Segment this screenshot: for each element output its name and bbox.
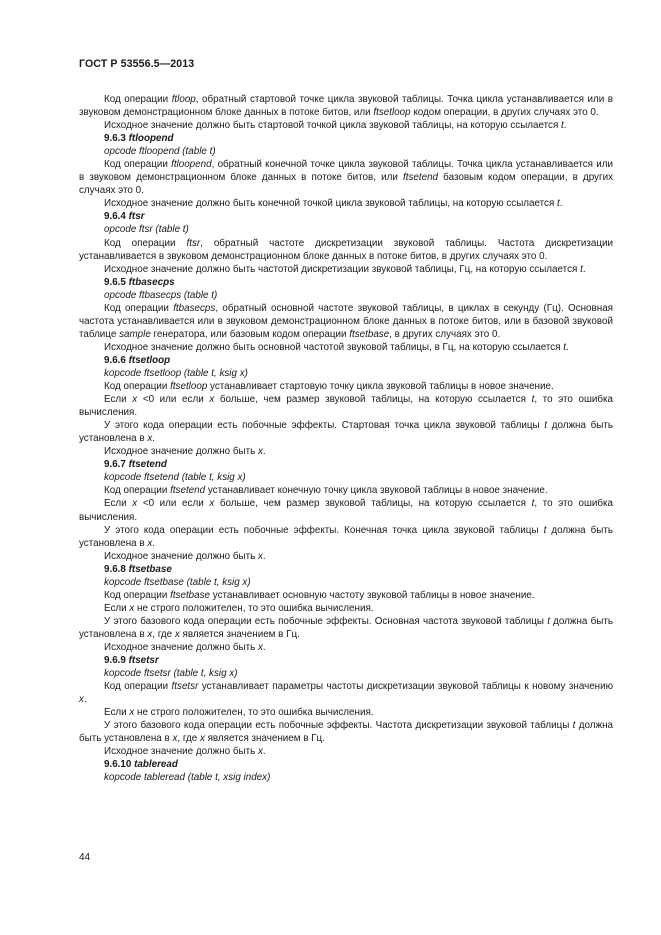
body-paragraph: Исходное значение должно быть x. xyxy=(104,746,266,758)
body-paragraph: Исходное значение должно быть конечной точкой цикла звуковой таблицы, на которую ссылается t. xyxy=(104,198,563,210)
body-paragraph: У этого кода операции есть побочные эффекты. Конечная точка цикла звуковой таблицы t должна быть установлена в x. xyxy=(79,524,613,549)
section-heading xyxy=(79,758,613,771)
body-paragraph: Исходное значение должно быть основной частотой звуковой таблицы, в Гц, на которую ссылается t. xyxy=(104,341,569,353)
section-number: 9.6.6 xyxy=(104,354,129,366)
section-heading xyxy=(79,458,613,471)
section-opcode-name: ftsetend xyxy=(128,459,167,471)
section-heading xyxy=(79,654,613,667)
body-paragraph: Исходное значение должно быть x. xyxy=(104,550,266,562)
body-paragraph: Исходное значение должно быть x. xyxy=(104,446,266,458)
page-header: ГОСТ Р 53556.5—2013 xyxy=(79,58,195,70)
body-paragraph: Код операции ftsetsr устанавливает параметры частоты дискретизации звуковой таблицы к новому значению x. xyxy=(79,681,613,706)
section-opcode-name: ftsr xyxy=(128,211,145,223)
body-paragraph: Код операции ftsetend устанавливает конечную точку цикла звуковой таблицы в новое значение. xyxy=(104,485,548,497)
section-opcode-name: tableread xyxy=(134,759,178,771)
section-opcode-name: ftsetloop xyxy=(128,354,171,366)
opcode-signature: opcode ftbasecps (table t) xyxy=(104,289,218,301)
body-paragraph: У этого кода операции есть побочные эффекты. Стартовая точка цикла звуковой таблицы t должна быть установлена в x. xyxy=(79,420,614,445)
body-paragraph: У этого базового кода операции есть побочные эффекты. Частота дискретизации звуковой таблицы t должна быть установлена в x, где x является значением в Гц. xyxy=(79,720,613,745)
section-heading xyxy=(79,210,613,223)
opcode-signature: kopcode ftsetbase (table t, ksig x) xyxy=(104,576,251,588)
body-paragraph: Код операции ftsetbase устанавливает основную частоту звуковой таблицы в новое значение. xyxy=(104,589,535,601)
opcode-signature: kopcode ftsetend (table t, ksig x) xyxy=(104,472,246,484)
body-paragraph: Если x не строго положителен, то это ошибка вычисления. xyxy=(104,602,374,614)
section-number: 9.6.9 xyxy=(104,655,129,667)
body-paragraph: Если x <0 или если x больше, чем размер звуковой таблицы, на которую ссылается t, то это ошибка вычисления. xyxy=(79,498,614,523)
section-number: 9.6.5 xyxy=(104,276,129,288)
body-paragraph: Если x не строго положителен, то это ошибка вычисления. xyxy=(104,707,374,719)
section-number: 9.6.4 xyxy=(104,211,129,223)
body-paragraph: Код операции ftloopend, обратный конечной точке цикла звуковой таблицы. Точка цикла устанавливается или в звуковом демонстрационном блоке данных в потоке битов, или ftsetend базовым кодом операции, в других случаях это 0. xyxy=(79,159,613,197)
opcode-signature: kopcode tableread (table t, xsig index) xyxy=(104,772,271,784)
section-heading xyxy=(79,276,613,289)
opcode-signature: kopcode ftsetsr (table t, ksig x) xyxy=(104,668,238,680)
document-body xyxy=(79,93,613,784)
section-heading xyxy=(79,354,613,367)
opcode-signature: opcode ftloopend (table t) xyxy=(104,146,216,158)
body-paragraph: Код операции ftsetloop устанавливает стартовую точку цикла звуковой таблицы в новое значение. xyxy=(104,381,554,393)
section-number: 9.6.3 xyxy=(104,133,129,145)
section-opcode-name: ftsetsr xyxy=(128,655,159,667)
page-number: 44 xyxy=(79,852,91,863)
body-paragraph: Исходное значение должно быть x. xyxy=(104,641,266,653)
opcode-signature: opcode ftsr (table t) xyxy=(104,224,189,236)
section-opcode-name: ftbasecps xyxy=(128,276,175,288)
section-number: 9.6.8 xyxy=(104,563,129,575)
body-paragraph: Если x <0 или если x больше, чем размер звуковой таблицы, на которую ссылается t, то это ошибка вычисления. xyxy=(79,394,614,419)
section-number: 9.6.10 xyxy=(104,759,135,771)
body-paragraph: Исходное значение должно быть частотой дискретизации звуковой таблицы, Гц, на которую ссылается t. xyxy=(104,263,586,275)
section-heading xyxy=(79,132,613,145)
body-paragraph: Код операции ftsr, обратный частоте дискретизации звуковой таблицы. Частота дискретизации устанавливается в звуковом демонстрационном блоке данных в потоке битов, в других случаях это 0. xyxy=(79,237,613,262)
opcode-signature: kopcode ftsetloop (table t, ksig x) xyxy=(104,367,248,379)
section-opcode-name: ftsetbase xyxy=(128,563,172,575)
section-heading xyxy=(79,563,613,576)
body-paragraph: Код операции ftloop, обратный стартовой точке цикла звуковой таблицы. Точка цикла устанавливается или в звуковом демонстрационном блоке данных в потоке битов, или ftsetloop кодом операции, в других случаях это 0. xyxy=(79,94,613,119)
body-paragraph: У этого базового кода операции есть побочные эффекты. Основная частота звуковой таблицы t должна быть установлена в x, где x является значением в Гц. xyxy=(79,615,613,640)
body-paragraph: Исходное значение должно быть стартовой точкой цикла звуковой таблицы, на которую ссылается t. xyxy=(104,120,567,132)
section-number: 9.6.7 xyxy=(104,459,129,471)
body-paragraph: Код операции ftbasecps, обратный основной частоте звуковой таблицы, в циклах в секунду (Гц). Основная частота устанавливается или в звуковом демонстрационном блоке данных в потоке битов, или в базовой звуковой таблице sample генератора, или базовым кодом операции ftsetbase, в других случаях это 0. xyxy=(79,302,613,340)
section-opcode-name: ftloopend xyxy=(128,133,174,145)
